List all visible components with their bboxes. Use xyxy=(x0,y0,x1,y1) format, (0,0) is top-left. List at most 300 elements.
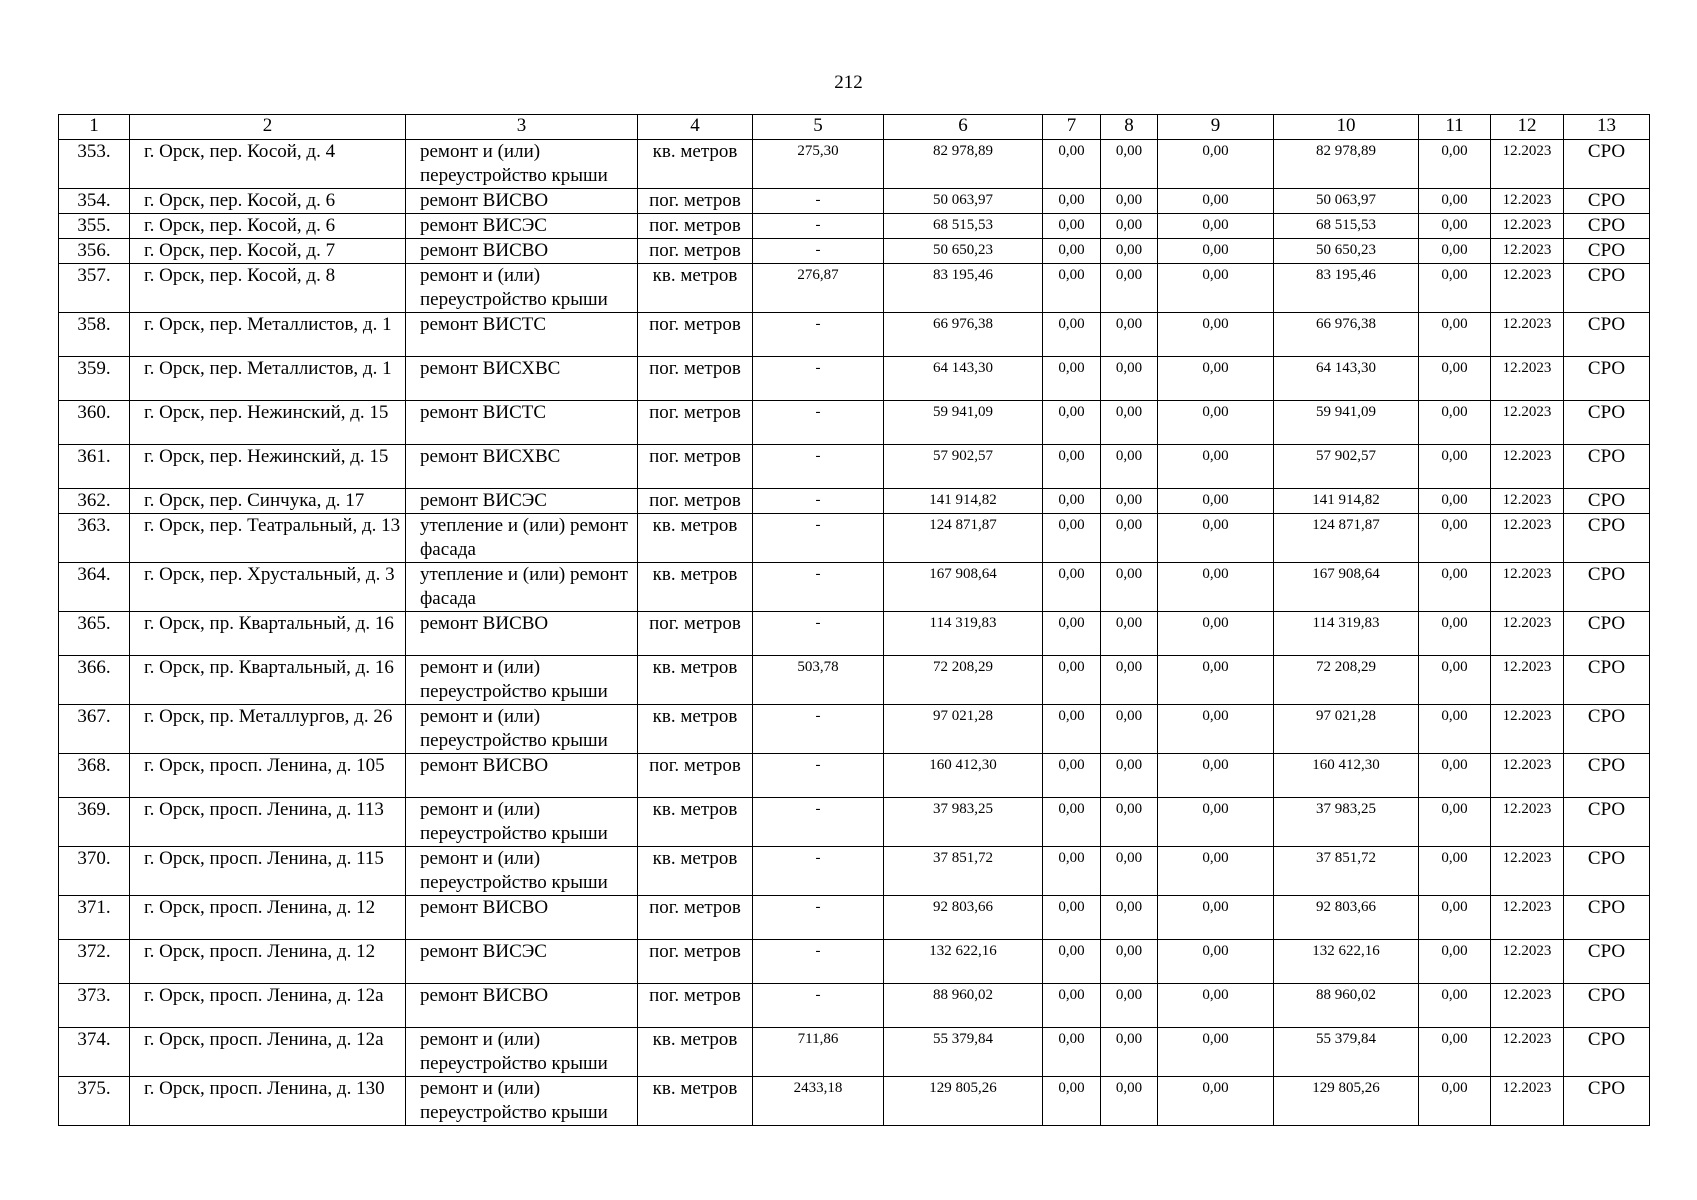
cell-row-number: 366. xyxy=(59,656,130,705)
cell-address: г. Орск, пер. Нежинский, д. 15 xyxy=(130,401,406,445)
cell-quantity: - xyxy=(753,798,884,847)
cell-executor: СРО xyxy=(1564,754,1650,798)
cell-col-11: 0,00 xyxy=(1419,313,1491,357)
cell-work-type: ремонт ВИСТС xyxy=(406,313,638,357)
column-header-9: 9 xyxy=(1158,115,1274,140)
cell-address: г. Орск, просп. Ленина, д. 12 xyxy=(130,940,406,984)
cell-executor: СРО xyxy=(1564,940,1650,984)
cell-col-8: 0,00 xyxy=(1101,357,1158,401)
cell-row-number: 362. xyxy=(59,489,130,514)
cell-row-number: 372. xyxy=(59,940,130,984)
cell-col-7: 0,00 xyxy=(1043,798,1101,847)
cell-col-11: 0,00 xyxy=(1419,612,1491,656)
cell-unit: пог. метров xyxy=(638,189,753,214)
cell-col-7: 0,00 xyxy=(1043,489,1101,514)
cell-total-cost: 37 851,72 xyxy=(884,847,1043,896)
cell-total-cost: 167 908,64 xyxy=(884,563,1043,612)
cell-total-cost: 59 941,09 xyxy=(884,401,1043,445)
cell-col-11: 0,00 xyxy=(1419,514,1491,563)
cell-unit: пог. метров xyxy=(638,214,753,239)
cell-total-cost: 72 208,29 xyxy=(884,656,1043,705)
cell-col-11: 0,00 xyxy=(1419,754,1491,798)
cell-total-cost: 68 515,53 xyxy=(884,214,1043,239)
cell-col-11: 0,00 xyxy=(1419,401,1491,445)
table-row xyxy=(59,940,1650,984)
cell-address: г. Орск, пер. Синчука, д. 17 xyxy=(130,489,406,514)
cell-unit: пог. метров xyxy=(638,401,753,445)
cell-col-10: 57 902,57 xyxy=(1274,445,1419,489)
cell-col-10: 68 515,53 xyxy=(1274,214,1419,239)
table-row xyxy=(59,1077,1650,1126)
table-row xyxy=(59,656,1650,705)
cell-work-type: ремонт ВИСХВС xyxy=(406,357,638,401)
cell-deadline: 12.2023 xyxy=(1491,563,1564,612)
cell-row-number: 354. xyxy=(59,189,130,214)
cell-quantity: - xyxy=(753,401,884,445)
cell-col-10: 66 976,38 xyxy=(1274,313,1419,357)
cell-quantity: - xyxy=(753,445,884,489)
cell-quantity: - xyxy=(753,313,884,357)
cell-unit: пог. метров xyxy=(638,357,753,401)
cell-address: г. Орск, пер. Косой, д. 7 xyxy=(130,239,406,264)
cell-work-type: ремонт ВИСЭС xyxy=(406,214,638,239)
cell-total-cost: 82 978,89 xyxy=(884,140,1043,189)
cell-unit: пог. метров xyxy=(638,896,753,940)
cell-executor: СРО xyxy=(1564,1077,1650,1126)
cell-quantity: - xyxy=(753,239,884,264)
table-row xyxy=(59,189,1650,214)
cell-address: г. Орск, просп. Ленина, д. 12а xyxy=(130,984,406,1028)
cell-col-10: 59 941,09 xyxy=(1274,401,1419,445)
table-row xyxy=(59,754,1650,798)
cell-col-7: 0,00 xyxy=(1043,847,1101,896)
cell-unit: кв. метров xyxy=(638,705,753,754)
cell-col-7: 0,00 xyxy=(1043,239,1101,264)
cell-deadline: 12.2023 xyxy=(1491,489,1564,514)
cell-col-11: 0,00 xyxy=(1419,940,1491,984)
cell-deadline: 12.2023 xyxy=(1491,214,1564,239)
cell-row-number: 367. xyxy=(59,705,130,754)
cell-col-9: 0,00 xyxy=(1158,239,1274,264)
cell-total-cost: 160 412,30 xyxy=(884,754,1043,798)
cell-executor: СРО xyxy=(1564,612,1650,656)
cell-col-10: 114 319,83 xyxy=(1274,612,1419,656)
cell-col-9: 0,00 xyxy=(1158,264,1274,313)
cell-executor: СРО xyxy=(1564,140,1650,189)
cell-address: г. Орск, просп. Ленина, д. 115 xyxy=(130,847,406,896)
cell-row-number: 359. xyxy=(59,357,130,401)
cell-col-9: 0,00 xyxy=(1158,563,1274,612)
cell-address: г. Орск, пер. Хрустальный, д. 3 xyxy=(130,563,406,612)
table-row xyxy=(59,445,1650,489)
cell-row-number: 356. xyxy=(59,239,130,264)
cell-unit: кв. метров xyxy=(638,563,753,612)
cell-quantity: - xyxy=(753,754,884,798)
cell-col-10: 92 803,66 xyxy=(1274,896,1419,940)
cell-deadline: 12.2023 xyxy=(1491,798,1564,847)
cell-quantity: - xyxy=(753,489,884,514)
cell-col-8: 0,00 xyxy=(1101,847,1158,896)
cell-total-cost: 66 976,38 xyxy=(884,313,1043,357)
cell-address: г. Орск, просп. Ленина, д. 12а xyxy=(130,1028,406,1077)
cell-work-type: ремонт ВИСВО xyxy=(406,189,638,214)
cell-executor: СРО xyxy=(1564,357,1650,401)
cell-col-7: 0,00 xyxy=(1043,264,1101,313)
cell-col-11: 0,00 xyxy=(1419,563,1491,612)
cell-col-11: 0,00 xyxy=(1419,1028,1491,1077)
cell-col-8: 0,00 xyxy=(1101,313,1158,357)
cell-work-type: ремонт и (или) переустройство крыши xyxy=(406,798,638,847)
table-row xyxy=(59,489,1650,514)
cell-col-7: 0,00 xyxy=(1043,313,1101,357)
cell-total-cost: 50 650,23 xyxy=(884,239,1043,264)
cell-executor: СРО xyxy=(1564,514,1650,563)
cell-total-cost: 124 871,87 xyxy=(884,514,1043,563)
cell-address: г. Орск, пер. Металлистов, д. 1 xyxy=(130,357,406,401)
cell-deadline: 12.2023 xyxy=(1491,189,1564,214)
cell-col-9: 0,00 xyxy=(1158,847,1274,896)
cell-unit: пог. метров xyxy=(638,313,753,357)
table-body xyxy=(59,140,1650,1126)
cell-col-8: 0,00 xyxy=(1101,140,1158,189)
cell-col-10: 141 914,82 xyxy=(1274,489,1419,514)
cell-col-9: 0,00 xyxy=(1158,214,1274,239)
cell-deadline: 12.2023 xyxy=(1491,239,1564,264)
cell-executor: СРО xyxy=(1564,896,1650,940)
cell-address: г. Орск, пер. Косой, д. 6 xyxy=(130,214,406,239)
cell-col-11: 0,00 xyxy=(1419,239,1491,264)
cell-quantity: - xyxy=(753,984,884,1028)
cell-deadline: 12.2023 xyxy=(1491,705,1564,754)
cell-col-7: 0,00 xyxy=(1043,612,1101,656)
table-row xyxy=(59,896,1650,940)
table-row xyxy=(59,847,1650,896)
table-row xyxy=(59,401,1650,445)
cell-quantity: - xyxy=(753,896,884,940)
cell-work-type: ремонт и (или) переустройство крыши xyxy=(406,847,638,896)
cell-row-number: 360. xyxy=(59,401,130,445)
table-row xyxy=(59,514,1650,563)
cell-quantity: - xyxy=(753,189,884,214)
cell-col-9: 0,00 xyxy=(1158,940,1274,984)
column-header-10: 10 xyxy=(1274,115,1419,140)
cell-col-9: 0,00 xyxy=(1158,189,1274,214)
column-header-11: 11 xyxy=(1419,115,1491,140)
cell-deadline: 12.2023 xyxy=(1491,1028,1564,1077)
cell-col-8: 0,00 xyxy=(1101,984,1158,1028)
cell-col-8: 0,00 xyxy=(1101,1077,1158,1126)
cell-col-7: 0,00 xyxy=(1043,705,1101,754)
cell-work-type: ремонт и (или) переустройство крыши xyxy=(406,656,638,705)
cell-col-10: 50 650,23 xyxy=(1274,239,1419,264)
cell-unit: кв. метров xyxy=(638,847,753,896)
cell-col-10: 82 978,89 xyxy=(1274,140,1419,189)
cell-address: г. Орск, просп. Ленина, д. 113 xyxy=(130,798,406,847)
cell-quantity: - xyxy=(753,563,884,612)
cell-col-9: 0,00 xyxy=(1158,612,1274,656)
cell-col-10: 132 622,16 xyxy=(1274,940,1419,984)
cell-row-number: 365. xyxy=(59,612,130,656)
cell-deadline: 12.2023 xyxy=(1491,264,1564,313)
cell-quantity: - xyxy=(753,214,884,239)
cell-work-type: ремонт ВИСВО xyxy=(406,239,638,264)
cell-total-cost: 92 803,66 xyxy=(884,896,1043,940)
cell-col-8: 0,00 xyxy=(1101,489,1158,514)
cell-total-cost: 64 143,30 xyxy=(884,357,1043,401)
cell-col-8: 0,00 xyxy=(1101,798,1158,847)
cell-col-8: 0,00 xyxy=(1101,754,1158,798)
cell-quantity: - xyxy=(753,940,884,984)
cell-col-7: 0,00 xyxy=(1043,754,1101,798)
cell-col-10: 64 143,30 xyxy=(1274,357,1419,401)
cell-address: г. Орск, просп. Ленина, д. 12 xyxy=(130,896,406,940)
cell-row-number: 358. xyxy=(59,313,130,357)
cell-col-8: 0,00 xyxy=(1101,656,1158,705)
cell-row-number: 368. xyxy=(59,754,130,798)
cell-col-11: 0,00 xyxy=(1419,1077,1491,1126)
cell-executor: СРО xyxy=(1564,705,1650,754)
cell-quantity: 276,87 xyxy=(753,264,884,313)
cell-col-11: 0,00 xyxy=(1419,214,1491,239)
cell-col-8: 0,00 xyxy=(1101,214,1158,239)
cell-row-number: 363. xyxy=(59,514,130,563)
column-header-5: 5 xyxy=(753,115,884,140)
cell-address: г. Орск, пр. Металлургов, д. 26 xyxy=(130,705,406,754)
cell-executor: СРО xyxy=(1564,313,1650,357)
cell-col-9: 0,00 xyxy=(1158,514,1274,563)
cell-col-10: 97 021,28 xyxy=(1274,705,1419,754)
cell-work-type: ремонт и (или) переустройство крыши xyxy=(406,1028,638,1077)
cell-col-7: 0,00 xyxy=(1043,214,1101,239)
cell-deadline: 12.2023 xyxy=(1491,940,1564,984)
cell-deadline: 12.2023 xyxy=(1491,313,1564,357)
cell-total-cost: 55 379,84 xyxy=(884,1028,1043,1077)
cell-quantity: - xyxy=(753,612,884,656)
cell-col-11: 0,00 xyxy=(1419,189,1491,214)
table-row xyxy=(59,239,1650,264)
cell-col-7: 0,00 xyxy=(1043,984,1101,1028)
table-row xyxy=(59,563,1650,612)
table-row xyxy=(59,984,1650,1028)
cell-col-7: 0,00 xyxy=(1043,445,1101,489)
cell-deadline: 12.2023 xyxy=(1491,401,1564,445)
cell-unit: кв. метров xyxy=(638,1028,753,1077)
cell-col-9: 0,00 xyxy=(1158,1028,1274,1077)
cell-row-number: 357. xyxy=(59,264,130,313)
cell-work-type: ремонт и (или) переустройство крыши xyxy=(406,264,638,313)
cell-unit: пог. метров xyxy=(638,940,753,984)
cell-col-8: 0,00 xyxy=(1101,896,1158,940)
column-header-7: 7 xyxy=(1043,115,1101,140)
cell-col-11: 0,00 xyxy=(1419,445,1491,489)
cell-col-8: 0,00 xyxy=(1101,445,1158,489)
cell-total-cost: 50 063,97 xyxy=(884,189,1043,214)
table-row xyxy=(59,313,1650,357)
cell-row-number: 361. xyxy=(59,445,130,489)
cell-work-type: ремонт ВИСХВС xyxy=(406,445,638,489)
cell-col-9: 0,00 xyxy=(1158,357,1274,401)
cell-col-7: 0,00 xyxy=(1043,401,1101,445)
cell-address: г. Орск, пер. Металлистов, д. 1 xyxy=(130,313,406,357)
column-header-4: 4 xyxy=(638,115,753,140)
cell-col-10: 72 208,29 xyxy=(1274,656,1419,705)
cell-col-11: 0,00 xyxy=(1419,140,1491,189)
cell-col-11: 0,00 xyxy=(1419,847,1491,896)
cell-executor: СРО xyxy=(1564,264,1650,313)
cell-col-9: 0,00 xyxy=(1158,984,1274,1028)
cell-unit: кв. метров xyxy=(638,1077,753,1126)
cell-col-9: 0,00 xyxy=(1158,489,1274,514)
cell-col-11: 0,00 xyxy=(1419,357,1491,401)
cell-address: г. Орск, просп. Ленина, д. 130 xyxy=(130,1077,406,1126)
cell-quantity: 2433,18 xyxy=(753,1077,884,1126)
cell-col-8: 0,00 xyxy=(1101,705,1158,754)
cell-col-10: 129 805,26 xyxy=(1274,1077,1419,1126)
cell-row-number: 364. xyxy=(59,563,130,612)
cell-address: г. Орск, пер. Косой, д. 4 xyxy=(130,140,406,189)
cell-quantity: 275,30 xyxy=(753,140,884,189)
cell-address: г. Орск, пр. Квартальный, д. 16 xyxy=(130,612,406,656)
cell-executor: СРО xyxy=(1564,239,1650,264)
table-row xyxy=(59,1028,1650,1077)
cell-work-type: ремонт ВИСТС xyxy=(406,401,638,445)
cell-col-11: 0,00 xyxy=(1419,705,1491,754)
cell-address: г. Орск, пер. Театральный, д. 13 xyxy=(130,514,406,563)
cell-col-10: 50 063,97 xyxy=(1274,189,1419,214)
cell-col-9: 0,00 xyxy=(1158,896,1274,940)
cell-col-7: 0,00 xyxy=(1043,563,1101,612)
cell-col-7: 0,00 xyxy=(1043,896,1101,940)
cell-address: г. Орск, просп. Ленина, д. 105 xyxy=(130,754,406,798)
cell-work-type: ремонт ВИСВО xyxy=(406,984,638,1028)
cell-quantity: - xyxy=(753,357,884,401)
column-header-2: 2 xyxy=(130,115,406,140)
cell-col-10: 83 195,46 xyxy=(1274,264,1419,313)
cell-executor: СРО xyxy=(1564,189,1650,214)
cell-row-number: 375. xyxy=(59,1077,130,1126)
cell-executor: СРО xyxy=(1564,984,1650,1028)
cell-col-7: 0,00 xyxy=(1043,140,1101,189)
cell-deadline: 12.2023 xyxy=(1491,445,1564,489)
cell-address: г. Орск, пер. Косой, д. 8 xyxy=(130,264,406,313)
table-row xyxy=(59,612,1650,656)
cell-col-7: 0,00 xyxy=(1043,357,1101,401)
cell-total-cost: 114 319,83 xyxy=(884,612,1043,656)
cell-col-11: 0,00 xyxy=(1419,798,1491,847)
cell-work-type: утепление и (или) ремонт фасада xyxy=(406,514,638,563)
cell-unit: кв. метров xyxy=(638,140,753,189)
cell-unit: кв. метров xyxy=(638,798,753,847)
cell-executor: СРО xyxy=(1564,656,1650,705)
cell-col-11: 0,00 xyxy=(1419,984,1491,1028)
cell-col-10: 167 908,64 xyxy=(1274,563,1419,612)
cell-deadline: 12.2023 xyxy=(1491,754,1564,798)
cell-col-7: 0,00 xyxy=(1043,1077,1101,1126)
cell-work-type: ремонт ВИСВО xyxy=(406,754,638,798)
cell-total-cost: 129 805,26 xyxy=(884,1077,1043,1126)
cell-total-cost: 141 914,82 xyxy=(884,489,1043,514)
cell-work-type: ремонт ВИСЭС xyxy=(406,489,638,514)
cell-total-cost: 88 960,02 xyxy=(884,984,1043,1028)
column-header-6: 6 xyxy=(884,115,1043,140)
cell-row-number: 374. xyxy=(59,1028,130,1077)
cell-col-11: 0,00 xyxy=(1419,489,1491,514)
cell-unit: пог. метров xyxy=(638,612,753,656)
table-row xyxy=(59,357,1650,401)
cell-col-11: 0,00 xyxy=(1419,656,1491,705)
cell-work-type: ремонт и (или) переустройство крыши xyxy=(406,140,638,189)
cell-col-8: 0,00 xyxy=(1101,189,1158,214)
cell-col-8: 0,00 xyxy=(1101,612,1158,656)
cell-col-10: 37 983,25 xyxy=(1274,798,1419,847)
cell-quantity: - xyxy=(753,514,884,563)
cell-col-7: 0,00 xyxy=(1043,514,1101,563)
column-header-3: 3 xyxy=(406,115,638,140)
cell-col-10: 37 851,72 xyxy=(1274,847,1419,896)
cell-executor: СРО xyxy=(1564,401,1650,445)
cell-total-cost: 37 983,25 xyxy=(884,798,1043,847)
cell-unit: кв. метров xyxy=(638,264,753,313)
cell-executor: СРО xyxy=(1564,847,1650,896)
cell-col-7: 0,00 xyxy=(1043,656,1101,705)
cell-col-10: 124 871,87 xyxy=(1274,514,1419,563)
table-row xyxy=(59,798,1650,847)
cell-col-9: 0,00 xyxy=(1158,313,1274,357)
cell-col-8: 0,00 xyxy=(1101,940,1158,984)
cell-col-11: 0,00 xyxy=(1419,896,1491,940)
cell-unit: пог. метров xyxy=(638,754,753,798)
cell-col-9: 0,00 xyxy=(1158,401,1274,445)
table-row xyxy=(59,264,1650,313)
cell-col-9: 0,00 xyxy=(1158,445,1274,489)
cell-col-7: 0,00 xyxy=(1043,940,1101,984)
table-row xyxy=(59,140,1650,189)
cell-work-type: ремонт и (или) переустройство крыши xyxy=(406,705,638,754)
cell-deadline: 12.2023 xyxy=(1491,357,1564,401)
cell-col-8: 0,00 xyxy=(1101,401,1158,445)
cell-col-8: 0,00 xyxy=(1101,514,1158,563)
column-header-13: 13 xyxy=(1564,115,1650,140)
cell-col-9: 0,00 xyxy=(1158,656,1274,705)
table-row xyxy=(59,705,1650,754)
cell-row-number: 373. xyxy=(59,984,130,1028)
cell-deadline: 12.2023 xyxy=(1491,896,1564,940)
cell-col-8: 0,00 xyxy=(1101,264,1158,313)
cell-quantity: - xyxy=(753,847,884,896)
cell-address: г. Орск, пер. Косой, д. 6 xyxy=(130,189,406,214)
cell-work-type: утепление и (или) ремонт фасада xyxy=(406,563,638,612)
cell-unit: пог. метров xyxy=(638,984,753,1028)
cell-executor: СРО xyxy=(1564,798,1650,847)
table-row xyxy=(59,214,1650,239)
cell-col-9: 0,00 xyxy=(1158,754,1274,798)
cell-total-cost: 57 902,57 xyxy=(884,445,1043,489)
cell-row-number: 371. xyxy=(59,896,130,940)
cell-deadline: 12.2023 xyxy=(1491,984,1564,1028)
cell-row-number: 370. xyxy=(59,847,130,896)
cell-col-7: 0,00 xyxy=(1043,189,1101,214)
cell-deadline: 12.2023 xyxy=(1491,847,1564,896)
cell-col-8: 0,00 xyxy=(1101,1028,1158,1077)
cell-col-9: 0,00 xyxy=(1158,140,1274,189)
cell-col-11: 0,00 xyxy=(1419,264,1491,313)
header-row xyxy=(59,115,1650,140)
cell-work-type: ремонт и (или) переустройство крыши xyxy=(406,1077,638,1126)
column-header-12: 12 xyxy=(1491,115,1564,140)
cell-total-cost: 83 195,46 xyxy=(884,264,1043,313)
cell-executor: СРО xyxy=(1564,445,1650,489)
column-header-8: 8 xyxy=(1101,115,1158,140)
